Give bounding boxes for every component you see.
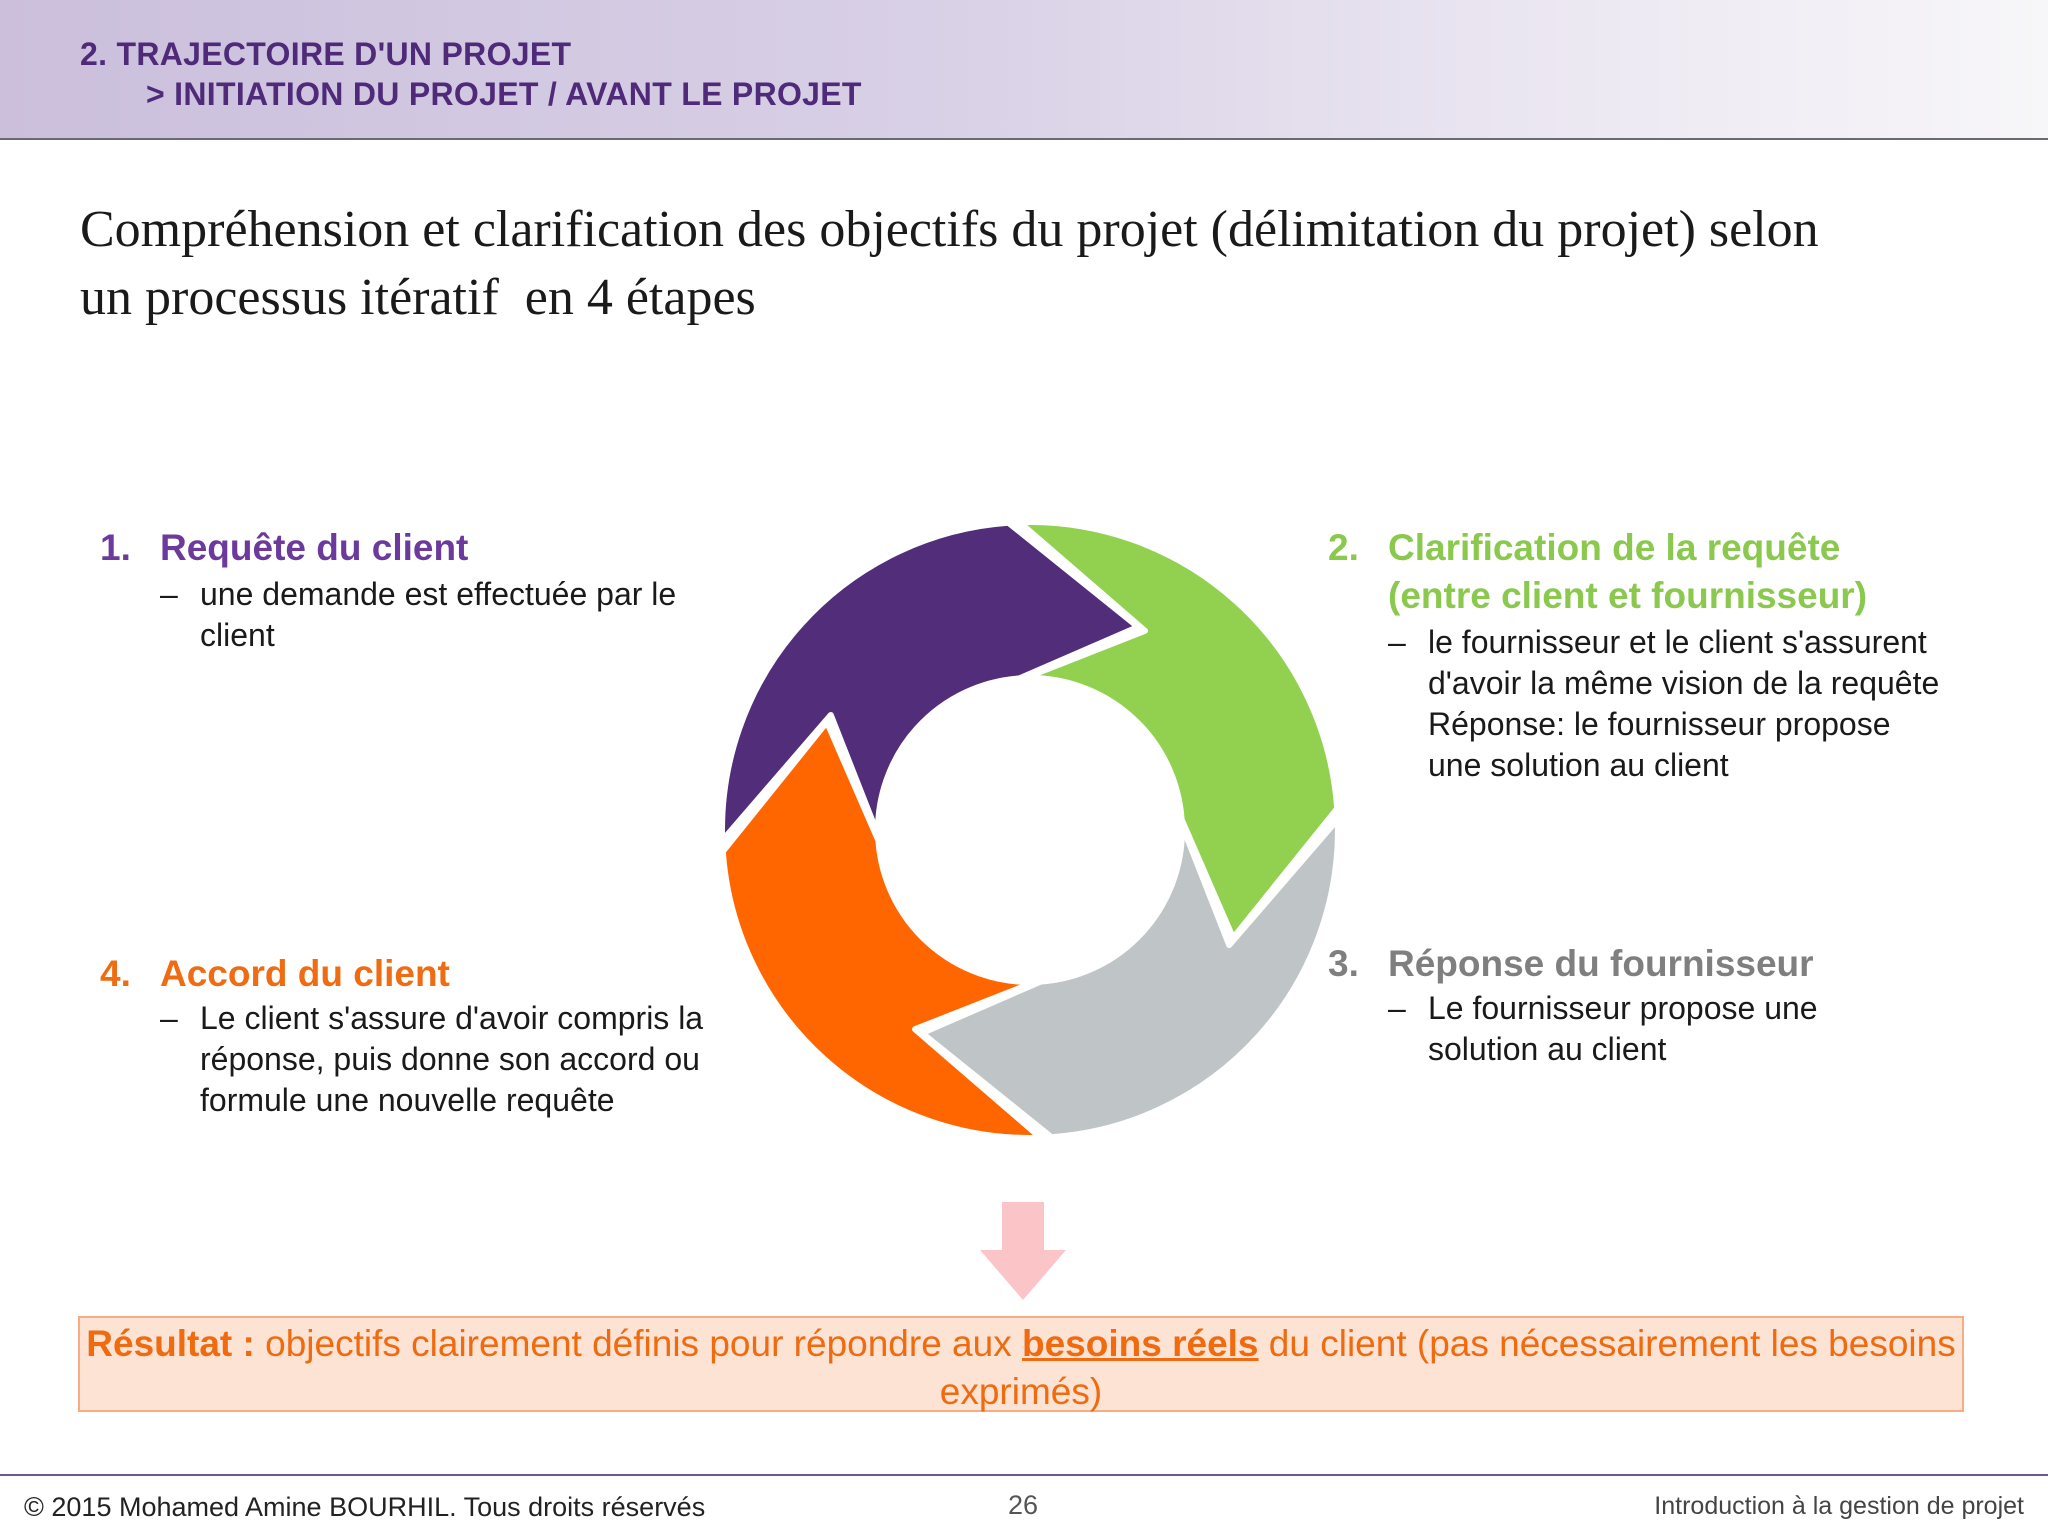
bullet-dash: – [160,1000,178,1036]
footer-course-title: Introduction à la gestion de projet [1654,1492,2024,1520]
step-1-description [160,574,730,656]
footer-divider [0,1474,2048,1476]
step-4-heading [100,950,450,998]
section-title: 2. TRAJECTOIRE D'UN PROJET [80,36,572,72]
step-1-text: une demande est effectuée par le client [200,576,677,653]
step-2-description [1388,622,1948,786]
step-1-heading [100,524,469,572]
slide-header [0,0,2048,140]
step-2-number: 2. [1328,527,1359,568]
down-arrow-icon [980,1202,1066,1300]
step-3-description [1388,988,1868,1070]
result-label: Résultat : [86,1323,255,1364]
result-emphasis: besoins réels [1022,1323,1259,1364]
step-4-description [160,998,760,1121]
step-4-number: 4. [100,953,131,994]
step-4-text: Le client s'assure d'avoir compris la réponse, puis donne son accord ou formule une nouvelle requête [200,1000,704,1118]
step-4-label: Accord du client [160,953,450,994]
result-text-1: objectifs clairement définis pour répondre aux [254,1323,1022,1364]
bullet-dash: – [1388,990,1406,1026]
step-3-number: 3. [1328,943,1359,984]
subsection-title: > INITIATION DU PROJET / AVANT LE PROJET [146,76,862,112]
bullet-dash: – [1388,624,1406,660]
bullet-dash: – [160,576,178,612]
result-text-2: du client (pas nécessairement les besoins exprimés) [939,1323,1956,1412]
step-2-text: le fournisseur et le client s'assurent d'avoir la même vision de la requête Réponse: le fournisseur propose une solution au client [1428,624,1940,783]
step-1-number: 1. [100,527,131,568]
step-3-text: Le fournisseur propose une solution au client [1428,990,1818,1067]
footer-copyright: © 2015 Mohamed Amine BOURHIL. Tous droits réservés [24,1492,706,1522]
page-number: 26 [1008,1490,1039,1520]
step-1-label: Requête du client [160,527,469,568]
cycle-diagram [700,500,1360,1160]
result-box [78,1316,1964,1412]
step-2-label: Clarification de la requête (entre client et fournisseur) [1388,527,1868,616]
slide-title: Compréhension et clarification des objectifs du projet (délimitation du projet) selon un processus itératif en 4 étapes [80,201,1819,326]
step-3-label: Réponse du fournisseur [1388,943,1814,984]
